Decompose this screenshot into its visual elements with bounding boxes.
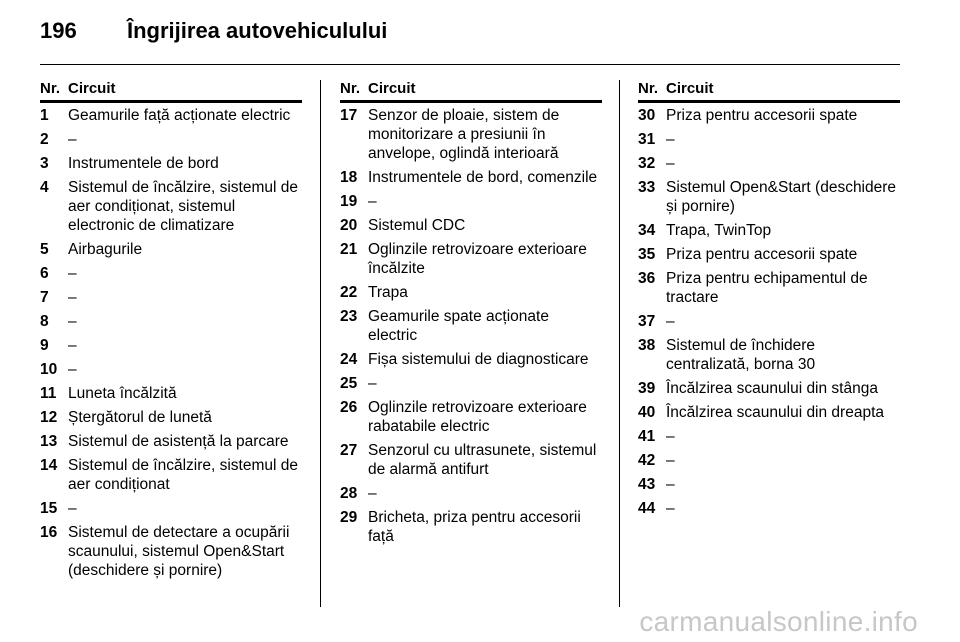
column-header (40, 80, 302, 103)
fuse-row (638, 221, 900, 240)
fuse-number: 34 (638, 222, 656, 239)
fuse-number: 24 (340, 351, 358, 368)
circuit-description: Priza pentru echipamentul de tractare (666, 270, 868, 306)
fuse-number: 4 (40, 179, 49, 196)
fuse-row (40, 360, 302, 379)
circuit-description: Sistemul de închidere centralizată, borna 30 (666, 337, 816, 373)
fuse-number: 32 (638, 155, 656, 172)
fuse-number: 17 (340, 107, 358, 124)
circuit-description: – (68, 131, 77, 148)
fuse-number: 15 (40, 500, 58, 517)
fuse-row (40, 336, 302, 355)
circuit-description: – (666, 452, 675, 469)
circuit-description: Sistemul de încălzire, sistemul de aer condiționat, sistemul electronic de climatizare (68, 179, 299, 234)
circuit-description: – (666, 500, 675, 517)
circuit-description: Trapa, TwinTop (666, 222, 772, 239)
fuse-row (340, 106, 602, 163)
fuse-row (638, 178, 900, 216)
fuse-number: 19 (340, 193, 358, 210)
circuit-description: Sistemul de asistență la parcare (68, 433, 289, 450)
fuse-row (40, 264, 302, 283)
circuit-description: – (68, 313, 77, 330)
fuse-row (638, 106, 900, 125)
column-header (638, 80, 900, 103)
fuse-number: 10 (40, 361, 58, 378)
circuit-description: Priza pentru accesorii spate (666, 107, 858, 124)
page-header (40, 18, 900, 65)
fuse-row (638, 499, 900, 518)
watermark: carmanualsonline.info (639, 606, 918, 637)
fuse-number: 38 (638, 337, 656, 354)
circuit-description: – (666, 476, 675, 493)
fuse-number: 14 (40, 457, 58, 474)
circuit-description: Oglinzile retrovizoare exterioare încălzite (368, 241, 587, 277)
fuse-number: 25 (340, 375, 358, 392)
column-divider (320, 80, 321, 607)
fuse-row (40, 312, 302, 331)
fuse-row (340, 240, 602, 278)
circuit-description: Sistemul CDC (368, 217, 466, 234)
fuse-number: 42 (638, 452, 656, 469)
circuit-description: Instrumentele de bord (68, 155, 219, 172)
circuit-description: – (368, 375, 377, 392)
circuit-description: Încălzirea scaunului din stânga (666, 380, 878, 397)
fuse-row (340, 374, 602, 393)
fuse-row (40, 432, 302, 451)
fuse-list (340, 106, 602, 546)
fuse-row (340, 484, 602, 503)
fuse-number: 23 (340, 308, 358, 325)
fuse-number: 16 (40, 524, 58, 541)
fuse-number: 39 (638, 380, 656, 397)
nr-header: Nr. (40, 80, 61, 97)
fuse-number: 20 (340, 217, 358, 234)
fuse-number: 26 (340, 399, 358, 416)
circuit-description: Senzor de ploaie, sistem de monitorizare a presiunii în anvelope, oglindă interioară (368, 107, 560, 162)
circuit-description: Sistemul de încălzire, sistemul de aer condiționat (68, 457, 299, 493)
fuse-row (340, 508, 602, 546)
circuit-description: – (666, 428, 675, 445)
circuit-description: – (68, 337, 77, 354)
fuse-row (40, 408, 302, 427)
fuse-row (638, 154, 900, 173)
circuit-description: Oglinzile retrovizoare exterioare rabatabile electric (368, 399, 587, 435)
fuse-row (638, 269, 900, 307)
fuse-row (340, 192, 602, 211)
circuit-description: – (368, 193, 377, 210)
fuse-list (40, 106, 302, 580)
fuse-number: 36 (638, 270, 656, 287)
fuse-number: 3 (40, 155, 49, 172)
fuse-row (340, 307, 602, 345)
page-number: 196 (40, 18, 77, 43)
circuit-header: Circuit (68, 80, 116, 97)
fuse-row (340, 398, 602, 436)
circuit-description: Airbagurile (68, 241, 143, 258)
fuse-table-column-3 (638, 80, 900, 523)
column-divider (619, 80, 620, 607)
fuse-row (340, 441, 602, 479)
fuse-row (638, 403, 900, 422)
circuit-description: Încălzirea scaunului din dreapta (666, 404, 884, 421)
fuse-number: 5 (40, 241, 49, 258)
fuse-number: 35 (638, 246, 656, 263)
fuse-number: 1 (40, 107, 49, 124)
fuse-number: 44 (638, 500, 656, 517)
circuit-description: Ștergătorul de lunetă (68, 409, 212, 426)
circuit-description: – (666, 131, 675, 148)
circuit-description: Geamurile spate acționate electric (368, 308, 549, 344)
fuse-row (40, 240, 302, 259)
page-title: Îngrijirea autovehiculului (127, 18, 388, 43)
nr-header: Nr. (638, 80, 659, 97)
fuse-row (638, 475, 900, 494)
nr-header: Nr. (340, 80, 361, 97)
fuse-number: 41 (638, 428, 656, 445)
fuse-number: 11 (40, 385, 57, 402)
fuse-number: 27 (340, 442, 358, 459)
circuit-description: – (666, 313, 675, 330)
circuit-description: – (666, 155, 675, 172)
fuse-row (638, 130, 900, 149)
circuit-description: – (68, 265, 77, 282)
fuse-number: 9 (40, 337, 49, 354)
fuse-row (40, 288, 302, 307)
circuit-description: – (368, 485, 377, 502)
fuse-number: 21 (340, 241, 358, 258)
fuse-row (638, 312, 900, 331)
fuse-table-column-2 (340, 80, 602, 551)
fuse-number: 7 (40, 289, 49, 306)
circuit-header: Circuit (666, 80, 714, 97)
fuse-row (40, 178, 302, 235)
fuse-number: 33 (638, 179, 656, 196)
circuit-description: Bricheta, priza pentru accesorii față (368, 509, 581, 545)
circuit-description: Geamurile față acționate electric (68, 107, 291, 124)
fuse-row (40, 384, 302, 403)
fuse-number: 40 (638, 404, 656, 421)
fuse-row (340, 168, 602, 187)
fuse-row (340, 350, 602, 369)
fuse-number: 2 (40, 131, 49, 148)
circuit-description: – (68, 289, 77, 306)
fuse-row (638, 427, 900, 446)
fuse-row (40, 130, 302, 149)
circuit-description: – (68, 500, 77, 517)
fuse-row (40, 523, 302, 580)
fuse-number: 8 (40, 313, 49, 330)
fuse-row (638, 245, 900, 264)
fuse-row (40, 499, 302, 518)
fuse-number: 12 (40, 409, 58, 426)
fuse-table-column-1 (40, 80, 302, 585)
circuit-description: Sistemul de detectare a ocupării scaunului, sistemul Open&Start (deschidere și pornire) (68, 524, 290, 579)
circuit-description: Fișa sistemului de diagnosticare (368, 351, 589, 368)
fuse-list (638, 106, 900, 518)
column-header (340, 80, 602, 103)
fuse-row (638, 336, 900, 374)
fuse-row (40, 106, 302, 125)
circuit-description: Senzorul cu ultrasunete, sistemul de alarmă antifurt (368, 442, 597, 478)
fuse-row (340, 283, 602, 302)
fuse-row (340, 216, 602, 235)
fuse-row (40, 456, 302, 494)
fuse-number: 29 (340, 509, 358, 526)
fuse-number: 28 (340, 485, 358, 502)
circuit-header: Circuit (368, 80, 416, 97)
fuse-number: 31 (638, 131, 656, 148)
fuse-number: 6 (40, 265, 49, 282)
fuse-number: 43 (638, 476, 656, 493)
circuit-description: – (68, 361, 77, 378)
fuse-row (40, 154, 302, 173)
circuit-description: Priza pentru accesorii spate (666, 246, 858, 263)
circuit-description: Instrumentele de bord, comenzile (368, 169, 598, 186)
circuit-description: Sistemul Open&Start (deschidere și pornire) (666, 179, 897, 215)
fuse-number: 37 (638, 313, 656, 330)
fuse-row (638, 451, 900, 470)
fuse-row (638, 379, 900, 398)
fuse-number: 30 (638, 107, 656, 124)
fuse-number: 13 (40, 433, 58, 450)
fuse-number: 18 (340, 169, 358, 186)
circuit-description: Trapa (368, 284, 408, 301)
fuse-number: 22 (340, 284, 358, 301)
circuit-description: Luneta încălzită (68, 385, 177, 402)
